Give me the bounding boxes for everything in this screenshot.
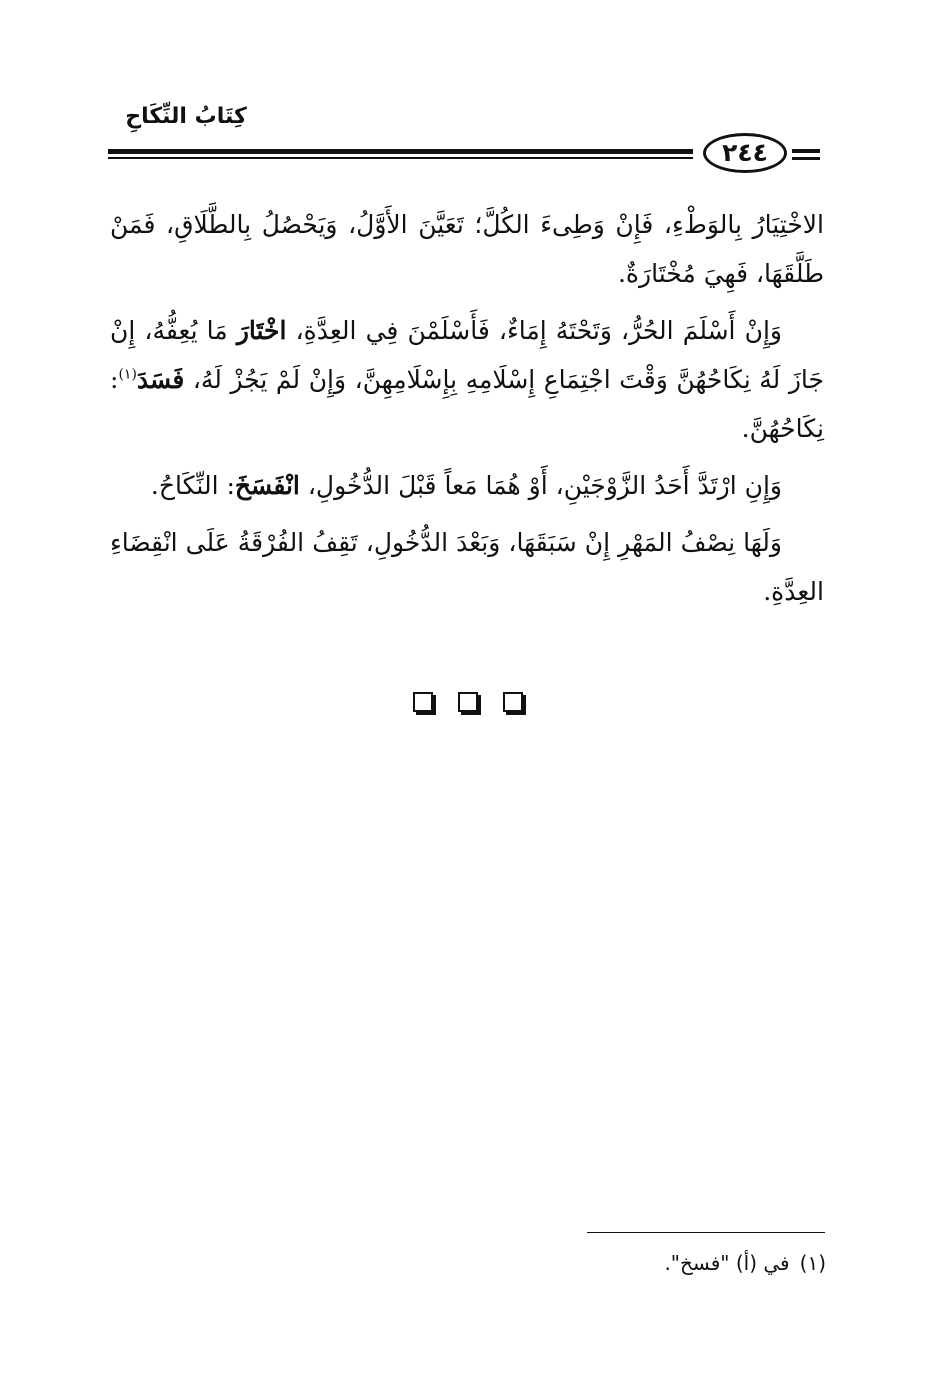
keyword-ikhtar: اخْتَارَ (236, 316, 287, 345)
footnote (560, 1248, 826, 1278)
page-number: ٢٤٤ (703, 133, 787, 173)
header-rule-short-bottom (792, 157, 820, 160)
paragraph-3-part-a: وَإِنِ ارْتَدَّ أَحَدُ الزَّوْجَيْنِ، أَوْ هُمَا مَعاً قَبْلَ الدُّخُولِ، (299, 471, 782, 500)
square-icon (458, 692, 478, 712)
running-title: كِتَابُ النِّكَاحِ (125, 104, 247, 129)
footnote-text: في (أ) "فسخ". (664, 1251, 790, 1275)
footnote-number: (١) (799, 1251, 826, 1275)
page-header (0, 0, 933, 180)
section-end-ornament (413, 692, 523, 720)
main-text (110, 200, 824, 624)
paragraph-2-part-c: مَا يُعِفُّهُ، إِنْ جَازَ لَهُ نِكَاحُهُنَّ وَقْتَ اجْتِمَاعِ إِسْلَامِهِ بِإِسْلَامِهِنَّ، وَإِنْ لَمْ يَجُزْ لَهُ، (110, 316, 824, 394)
footnote-separator (587, 1232, 825, 1233)
header-rule-thin (108, 157, 693, 159)
paragraph-2 (110, 306, 824, 453)
square-icon (413, 692, 433, 712)
header-rule-short-top (792, 149, 820, 153)
paragraph-1: الاخْتِيَارُ بِالوَطْءِ، فَإِنْ وَطِىءَ الكُلَّ؛ تَعَيَّنَ الأَوَّلُ، وَيَحْصُلُ بِالطَّلَاقِ، فَمَنْ طَلَّقَهَا، فَهِيَ مُخْتَارَةٌ. (110, 210, 824, 288)
keyword-fasad: فَسَدَ (136, 365, 185, 394)
keyword-infasakh: انْفَسَخَ (234, 471, 300, 500)
footnote-reference[interactable]: (١) (118, 366, 137, 383)
paragraph-4: وَلَهَا نِصْفُ المَهْرِ إِنْ سَبَقَهَا، وَبَعْدَ الدُّخُولِ، تَقِفُ الفُرْقَةُ عَلَى انْقِضَاءِ العِدَّةِ. (110, 528, 824, 606)
paragraph-3 (110, 461, 824, 510)
header-rule-thick (108, 149, 693, 154)
paragraph-2-part-e: : نِكَاحُهُنَّ. (110, 365, 824, 443)
paragraph-3-part-c: : النِّكَاحُ. (150, 471, 235, 500)
square-icon (503, 692, 523, 712)
paragraph-2-part-a: وَإِنْ أَسْلَمَ الحُرُّ، وَتَحْتَهُ إِمَاءٌ، فَأَسْلَمْنَ فِي العِدَّةِ، (286, 316, 782, 345)
